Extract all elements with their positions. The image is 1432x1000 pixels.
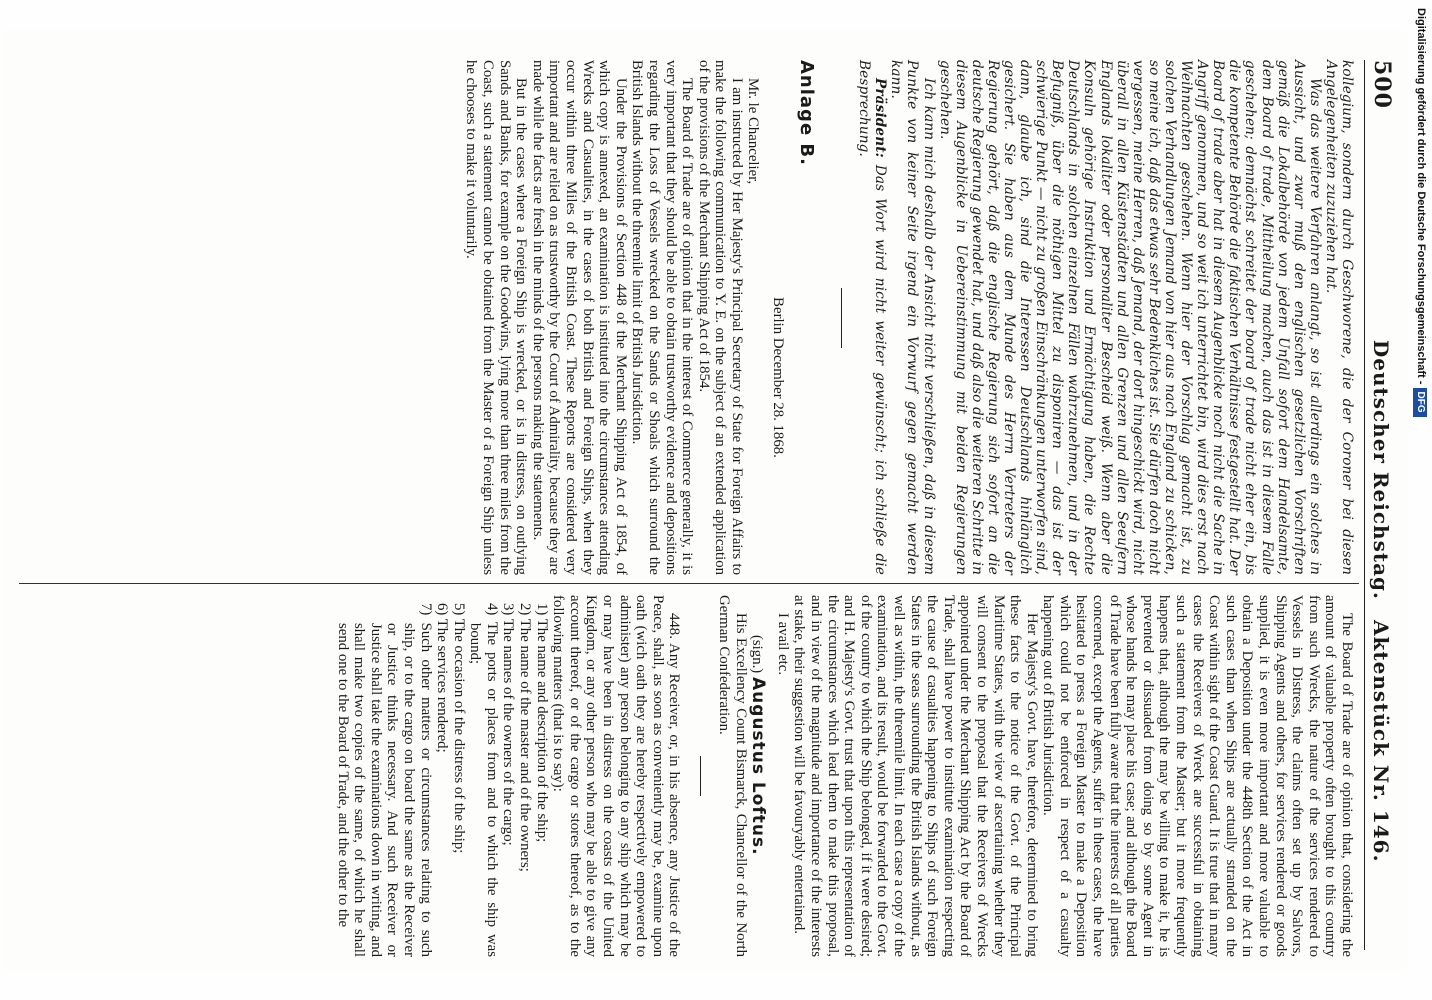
president-label: Präsident: (872, 78, 889, 158)
dfg-badge: DFG (1413, 388, 1427, 417)
header-document-number: Aktenstück Nr. 146. (1369, 620, 1393, 863)
signature-line (749, 635, 767, 957)
digitization-sidebar (1412, 0, 1432, 1000)
list-item: 1) The name and description of the ship; (533, 603, 550, 843)
letter-closing: I avail etc. (774, 613, 791, 676)
president-remark (856, 60, 888, 575)
signed-prefix: (sign.) (749, 635, 766, 674)
page-header (1357, 60, 1397, 960)
section-divider (700, 756, 701, 796)
letter-dateline: Berlin December 28. 1868. (770, 297, 787, 458)
left-column (463, 60, 1355, 575)
anlage-title: Anlage B. (796, 60, 818, 166)
president-text: Das Wort wird nicht weiter gewünscht; ich schließe die Besprechung. (856, 60, 889, 575)
german-paragraph: Ich kann mich deshalb der Ansicht nicht verschließen, daß in diesem Punkte von keiner Seite irgend ein Vorwurf gegen gemacht werden kann. (888, 60, 937, 575)
german-paragraph: kollegium, sondern durch Geschworene, die der Coroner bei diesen Angelegenheiten zuzuziehen hat. (1322, 60, 1355, 575)
digitization-credit (1411, 8, 1431, 708)
newspaper-page (2, 30, 1407, 970)
header-publication: Deutscher Reichstag. (1369, 339, 1393, 600)
list-item: 3) The names of the owners of the cargo; (500, 603, 517, 846)
section-divider (841, 288, 842, 348)
digitization-credit-text: Digitalisierung gefördert durch die Deutsche Forschungsgemeinschaft - (1415, 8, 1427, 385)
letter-paragraph: Her Majesty's Govt. have, therefore, determined to bring these facts to the notice of the Govt. of the Principal Maritime States, with the view of ascertaining whether they will consent to the proposal that the Receivers of Wrecks appointed under the Merchant Shipping Act by the Board of Trade, shall have power to institute examination respecting the cause of casualties happening to Ships of such Foreign States in the seas surrounding the British Islands without, as well as within, the threemile limit. In each case a copy of the examination, and its result, would be forwarded to the Govt. of the country to which the Ship belonged, if it were desired; and H. Majesty's Govt. trust that upon this representation of the circumstances which lead them to make this proposal, and in view of the magnitude and importance of the interests at stake, their suggestion will be favouryably entertained. (791, 595, 1040, 957)
list-item: 6) The services rendered; (434, 603, 451, 753)
page-number: 500 (1369, 60, 1395, 109)
list-item: 7) Such other matters or circumstances relating to such ship, or to the cargo on board the same as the Receiver or Justice thinks necessary. And such Receiver or Justice shall take the examinations down in writing, and shall make two copies of the same, of which he shall send one to the Board of Trade, and the other to the (334, 603, 434, 957)
english-letter (463, 60, 786, 575)
column-divider (19, 583, 1359, 584)
letter-paragraph: But in the cases where a Foreign Ship is wrecked, or is in distress, on outlying Sands and Banks, for example on the Goodwins, lying more than three miles from the Coast, such a statement cannot be obtained from the Master of a Foreign Ship unless he chooses to make it voluntarily. (463, 60, 530, 575)
letter-paragraph: The Board of Trade are of opinion that, considering the amount of valuable property often brought to this country from such Wrecks, the nature of the services rendered to Vessels in Distress, the claims often set up by Salvors, Shipping Agents and others, for services rendered or goods supplied, it is even more important and more valuable to obtain a Deposition under the 448th Section of the Act in such cases than when Ships are actually stranded on the Coast within sight of the Coast Guard. It is true that in many cases the Receivers of Wreck are successful in obtaining such a statement from the Master; but it more frequently happens that, although the may be willing to make it, he is prevented or dissuaded from doing so by some Agent in whose hands he may place his case; and although the Board of Trade have been fully aware that the interests of all parties concerned, except the Agents, suffer in these cases, the have hesitated to press a Foreign Master to make a Deposition which could not be enforced in respect of a casualty happening out of British Jurisdiction. (1040, 595, 1355, 957)
signatory-name: Augustus Loftus. (748, 676, 769, 856)
german-paragraph: Was das weitere Verfahren anlangt, so ist allerdings ein solches in Aussicht, und zwar muß den englischen gesetzlichen Vorschriften gemäß die Lokalbehörde von jedem Unfall sofort dem Handelsamte, dem Board of trade, Mittheilung machen, auch das ist in diesem Falle geschehen; demnächst schreitet der board of trade nicht eher ein, bis die kompetente Behörde die faktischen Verhältnisse festgestellt hat. Der Board of trade aber hat in diesem Augenblicke noch nicht die Sache in Angriff genommen, und so weit ich unterrichtet bin, wird dies erst nach Weihnachten geschehen. Wenn hier der Vorschlag gemacht ist, zu solchen Verhandlungen Jemand von hier aus nach England zu schicken, so meine ich, daß das etwas sehr Bedenkliches ist. Sie dürfen doch nicht vergessen, meine Herren, daß Jemand, der dort hingeschickt wird, nicht überall in allen Küstenstädten und allen Grenzen und allen Seeufern Englands lokaliter oder personaliter Bescheid weiß. Wenn aber die Konsuln gehörige Instruktion und Ermächtigung haben, die Rechte Deutschlands in solchen einzelnen Fällen wahrzunehmen, und in der Befugniß, über die nöthigen Mittel zu disponiren — das ist der schwierige Punkt — nicht zu großen Einschränkungen unterworfen sind, dann, glaube ich, sind die Interessen Deutschlands hinlänglich gesichert. Sie haben aus dem Munde des Herrn Vertreters der Regierung gehört, daß die englische Regierung sich sofort an die deutsche Regierung gewendet hat, und daß also die weiteren Schritte in diesem Augenblicke in Uebereinstimmung mit beiden Regierungen geschehen. (936, 60, 1323, 575)
german-text-block (856, 60, 1355, 575)
list-item: 5) The occasion of the distress of the ship; (450, 603, 467, 854)
header-divider (1364, 60, 1365, 950)
act-section-paragraph: 448. Any Receiver, or, in his absence, any Justice of the Peace, shall, as soon as conveniently may be, examine upon oath (wich oath they are hereby respectively empowered to administer) any person belonging to any ship which may be or may have been in distress on the coasts of the United Kingdom, or any other person who may be able to give any account thereof, or of the cargo or stores thereof, as to the following matters (that is to say): (550, 595, 683, 957)
letter-paragraph: I am instructed by Her Majesty's Principal Secretary of State for Foreign Affairs to make the following communication to Y. E. on the subject of an extended application of the provisions of the Merchant Shipping Act of 1854. (695, 60, 745, 575)
letter-addressee: His Excellency Count Bismarck, Chancellor of the North German Confederation. (716, 595, 749, 957)
letter-salutation: Mr. le Chancelier, (745, 78, 762, 185)
right-column (334, 595, 1355, 957)
list-item: 2) The name of the master and of the owners; (517, 603, 534, 872)
act-section-list (334, 595, 550, 957)
letter-paragraph: Under the Provisions of Section 448 of the Merchant Shipping Act of 1854, of which copy is annexed, an examination is instituted into the circumstances attending Wrecks and Casualties, in the cases of both British and Foreign Ships, when they occur within three Miles of the British Coast. These Reports are considered very important and are relied on as trustworthy by the Court of Admirality, because they are made while the facts are fresh in the minds of the persons making the statements. (529, 60, 629, 575)
letter-paragraph: The Board of Trade are of opinion that in the interest of Commerce generally, it is very important that they should be able to obtain trustworthy evidence and depositions regarding the Loss of Vessels wrecked on the Sands or Shoals which surround the British Islands without the threemile limit of British Jurisdiction. (629, 60, 696, 575)
list-item: 4) The ports or places from and to which the ship was bound; (467, 603, 500, 957)
